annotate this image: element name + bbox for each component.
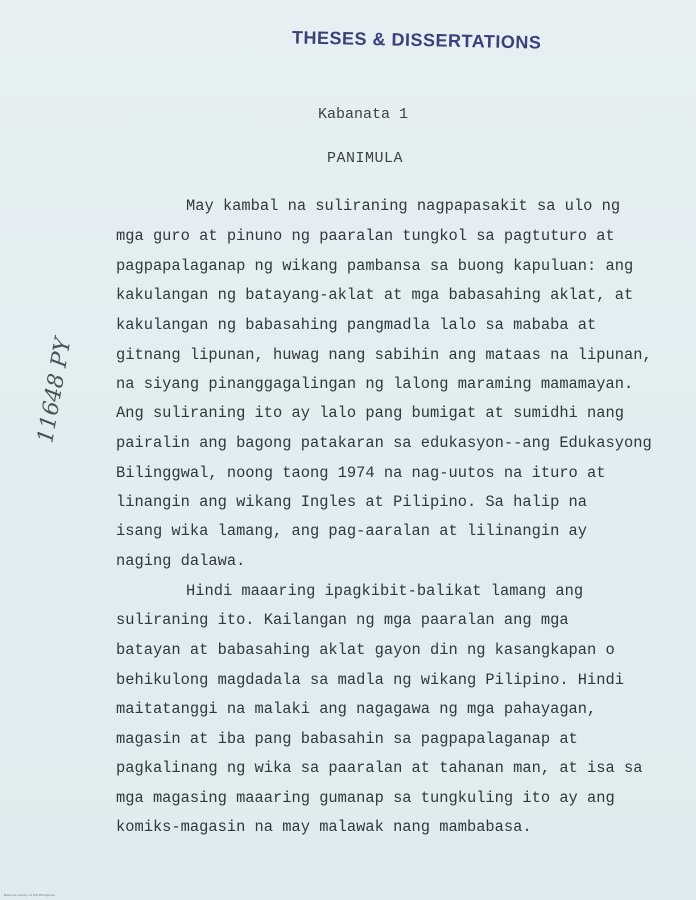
text-line: komiks-magasin na may malawak nang mambabasa. [116,818,532,836]
text-line: Hindi maaaring ipagkibit-balikat lamang ang [186,582,584,600]
text-line: pagpapalaganap ng wikang pambansa sa buong kapuluan: ang [116,257,634,275]
text-line: linangin ang wikang Ingles at Pilipino. Sa halip na [116,493,588,511]
page-title: PANIMULA [327,150,404,167]
text-line: behikulong magdadala sa madla ng wikang Pilipino. Hindi [116,671,624,689]
text-line: na siyang pinanggagalingan ng lalong maraming mamamayan. [116,375,634,393]
chapter-label: Kabanata 1 [318,106,409,123]
text-line: Ang suliraning ito ay lalo pang bumigat at sumidhi nang [116,404,624,422]
text-line: kakulangan ng babasahing pangmadla lalo sa mababa at [116,316,597,334]
text-line: May kambal na suliraning nagpapasakit sa ulo ng [186,197,621,215]
text-line: isang wika lamang, ang pag-aaralan at lilinangin ay [116,522,588,540]
text-line: maitatanggi na malaki ang nagagawa ng mga pahayagan, [116,700,597,718]
text-line: mga magasing maaaring gumanap sa tungkuling ito ay ang [116,789,615,807]
theses-dissertations-stamp: THESES & DISSERTATIONS [291,27,542,53]
handwritten-call-number [18,316,77,446]
text-line: magasin at iba pang babasahin sa pagpapalaganap at [116,730,578,748]
text-line: mga guro at pinuno ng paaralan tungkol sa pagtuturo at [116,227,615,245]
text-line: batayan at babasahing aklat gayon din ng kasangkapan o [116,641,615,659]
text-line: gitnang lipunan, huwag nang sabihin ang mataas na lipunan, [116,346,652,364]
text-line: Bilinggwal, noong taong 1974 na nag-uutos na ituro at [116,464,606,482]
text-line: pairalin ang bagong patakaran sa edukasyon--ang Edukasyong [116,434,652,452]
footer-credit: National Library of the Philippines [4,893,55,897]
text-line: pagkalinang ng wika sa paaralan at tahanan man, at isa sa [116,759,643,777]
text-line: naging dalawa. [116,552,246,570]
text-line: suliraning ito. Kailangan ng mga paaralan ang mga [116,611,569,629]
call-number-text: 11648 PY [33,336,77,446]
text-line: kakulangan ng batayang-aklat at mga babasahing aklat, at [116,286,634,304]
